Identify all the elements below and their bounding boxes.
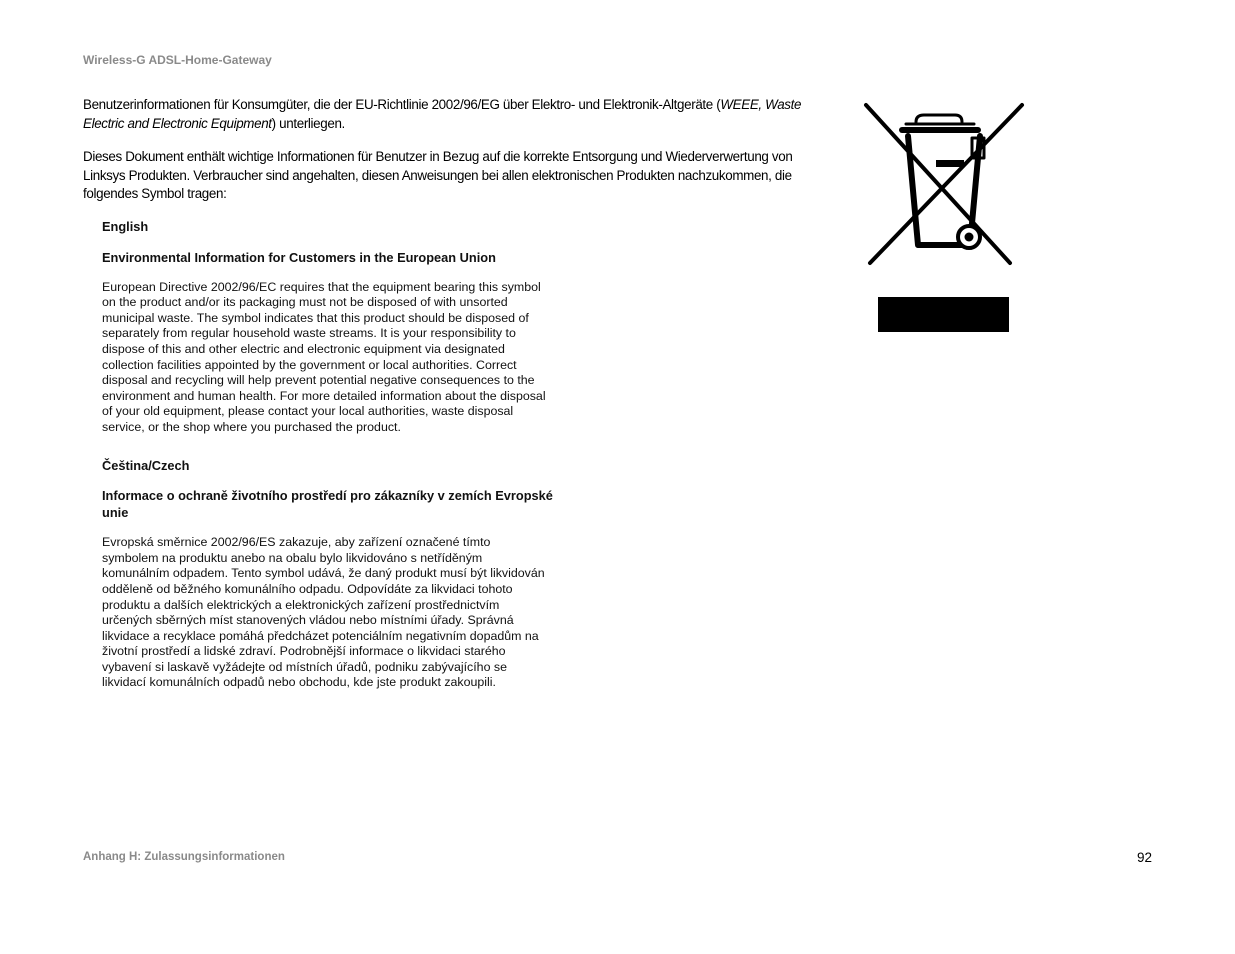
footer-section-title: Anhang H: Zulassungsinformationen bbox=[83, 851, 285, 863]
intro-text bbox=[83, 96, 818, 204]
body-line: Evropská směrnice 2002/96/ES zakazuje, aby zařízení označené tímto bbox=[102, 535, 491, 550]
scanned-notice bbox=[102, 219, 602, 691]
body-line: of your old equipment, please contact your local authorities, waste disposal bbox=[102, 404, 514, 419]
section-english bbox=[102, 219, 602, 436]
body-line: separately from regular household waste streams. It is your responsibility to bbox=[102, 326, 516, 341]
body-line: produktu a dalších elektrických a elektronických zařízení prostřednictvím bbox=[102, 597, 500, 612]
page-number: 92 bbox=[1137, 850, 1153, 865]
body-line: municipal waste. The symbol indicates that this product should be disposed of bbox=[102, 310, 529, 325]
body-line: disposal and recycling will help prevent potential negative consequences to the bbox=[102, 373, 535, 388]
section-body bbox=[102, 280, 602, 436]
body-line: symbolem na produktu anebo na obalu bylo likvidováno s netříděným bbox=[102, 550, 483, 565]
intro-paragraph-2: Dieses Dokument enthält wichtige Informationen für Benutzer in Bezug auf die korrekte Entsorgung und Wiederverwertung von Linksys Produkten. Verbraucher sind angehalten, diesen Anweisungen bei allen elektronischen Produkten nachzukommen, die folgendes Symbol tragen: bbox=[83, 149, 793, 201]
body-line: životní prostředí a lidské zdraví. Podrobnější informace o likvidaci starého bbox=[102, 644, 506, 659]
body-line: environment and human health. For more detailed information about the disposal bbox=[102, 388, 546, 403]
document-header-title: Wireless-G ADSL-Home-Gateway bbox=[83, 53, 272, 67]
intro-paragraph-1: Benutzerinformationen für Konsumgüter, die der EU-Richtlinie 2002/96/EG über Elektro- und Elektronik-Altgeräte (WEEE, Waste Electric and Electronic Equipment) unterliegen. bbox=[83, 97, 802, 131]
section-language-label: Čeština/Czech bbox=[102, 457, 190, 473]
weee-term: WEEE, Waste Electric and Electronic Equipment bbox=[83, 97, 802, 131]
body-line: dispose of this and other electric and electronic equipment via designated bbox=[102, 341, 505, 356]
body-line: likvidace a recyklace pomáhá předcházet potenciálním negativním dopadům na bbox=[102, 628, 539, 643]
body-line: service, or the shop where you purchased the product. bbox=[102, 419, 401, 434]
body-line: vybavení si laskavě vyžádejte od místních úřadů, podniku zabývajícího se bbox=[102, 659, 507, 674]
heading-line: Informace o ochraně životního prostředí pro zákazníky v zemích Evropské bbox=[102, 488, 553, 504]
section-heading bbox=[102, 487, 602, 521]
section-czech bbox=[102, 458, 602, 692]
section-language-label: English bbox=[102, 219, 149, 234]
body-line: on the product and/or its packaging must not be disposed of with unsorted bbox=[102, 295, 508, 310]
body-line: European Directive 2002/96/EC requires that the equipment bearing this symbol bbox=[102, 279, 541, 294]
body-line: collection facilities appointed by the government or local authorities. Correct bbox=[102, 357, 517, 372]
section-body bbox=[102, 535, 602, 691]
body-line: likvidací komunálních odpadů nebo obchodu, kde jste produkt zakoupili. bbox=[102, 675, 497, 690]
body-line: komunálním odpadem. Tento symbol udává, že daný produkt musí být likvidován bbox=[102, 566, 545, 581]
crossed-out-wheelie-bin-icon bbox=[858, 100, 1030, 335]
body-line: určených sběrných míst stanovených vládou nebo místními úřady. Správná bbox=[102, 613, 514, 628]
heading-line: unie bbox=[102, 505, 129, 521]
body-line: odděleně od běžného komunálního odpadu. Odpovídáte za likvidaci tohoto bbox=[102, 581, 513, 596]
section-heading: Environmental Information for Customers in the European Union bbox=[102, 249, 496, 265]
